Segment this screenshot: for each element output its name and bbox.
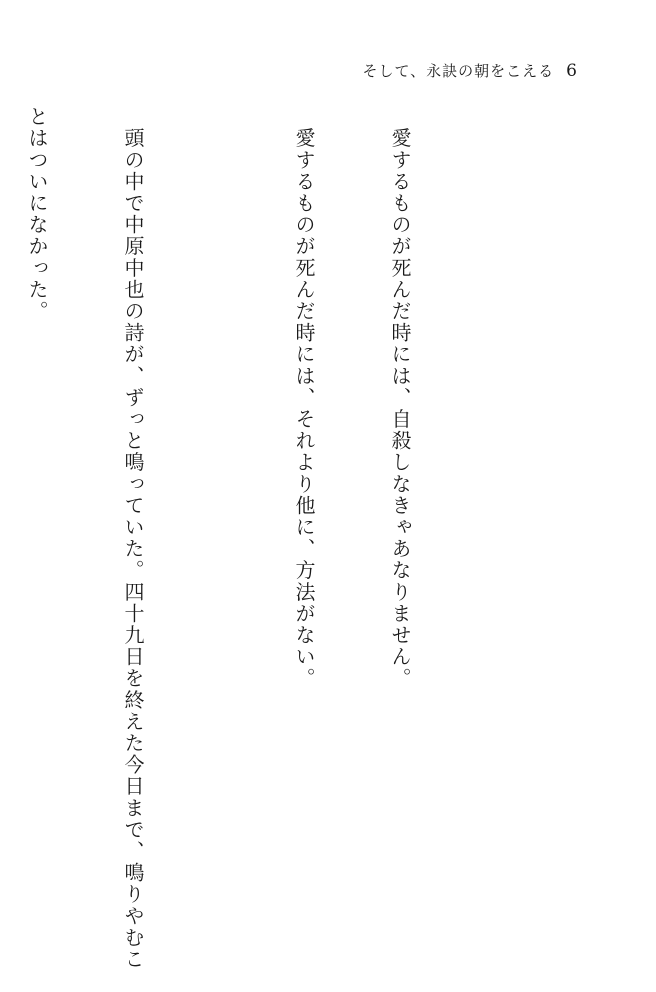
text-line-2: とはついになかった。 [25, 106, 49, 322]
vertical-text-body [25, 106, 480, 970]
stanza-gap [213, 106, 224, 866]
running-head [362, 60, 578, 81]
text-line-1: 頭の中で中原中也の詩が、ずっと鳴っていた。四十九日を終えた今日まで、鳴りやむこ [121, 106, 145, 970]
poem-line-2: 愛するものが死んだ時には、それより他に、方法がない。 [292, 106, 316, 690]
poem-line-1: 愛するものが死んだ時には、自殺しなきゃあなりません。 [388, 106, 412, 690]
page-number: 6 [566, 61, 578, 81]
book-title: そして、永訣の朝をこえる [362, 62, 555, 80]
